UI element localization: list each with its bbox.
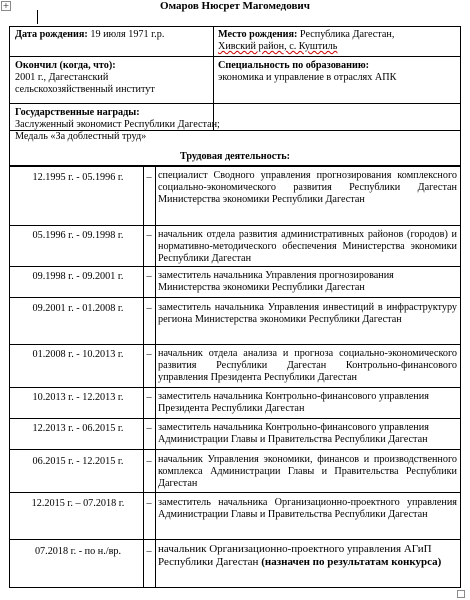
birth-place-label: Место рождения: [218,29,298,40]
career-period: 12.2015 г. – 07.2018 г. [31,498,125,509]
career-period: 07.2018 г. - по н./вр. [34,546,122,557]
career-row-line [9,297,461,298]
career-row-line [9,492,461,493]
career-period: 05.1996 г. - 09.1998 г. [32,230,124,241]
birth-place-value-1: Республика Дагестан, [299,29,395,40]
awards-item-2: Медаль «За доблестный труд» [15,130,147,142]
specialty-value: экономика и управление в отраслях АПК [218,71,397,83]
specialty [215,60,455,84]
career-row-line [9,449,461,450]
birth-date-value: 19 июля 1971 г.р. [90,29,165,40]
career-dash: – [146,271,152,282]
table-move-handle-icon[interactable]: + [2,1,10,10]
career-description: начальник Управления экономики, финансов и производственного комплекса Администрации Главы и Правительства Республики Дагестан [158,454,457,489]
career-period: 09.2001 г. - 01.2008 г. [32,303,124,314]
career-row-line [9,418,461,419]
graduated-value: 2001 г., Дагестанский сельскохозяйственный институт [15,71,155,95]
career-description: заместитель начальника Управления инвестиций в инфраструктуру региона Министерства экономики Республики Дагестан [158,302,457,325]
career-period: 09.1998 г. - 09.2001 г. [32,271,124,282]
career-period: 12.2013 г. - 06.2015 г. [32,423,124,434]
career-period: 01.2008 г. - 10.2013 г. [32,349,124,360]
career-period: 12.1995 г. - 05.1996 г. [32,172,124,183]
current-position-note: (назначен по результатам конкурса) [261,555,442,568]
specialty-label: Специальность по образованию: [218,60,370,71]
table-resize-handle[interactable] [457,590,465,598]
graduated-label: Окончил (когда, что): [15,60,116,71]
career-col-divider-1 [143,166,144,588]
career-row-line [9,387,461,388]
career-description: специалист Сводного управления прогнозирования комплексного социально-экономического развития Республики Дагестан Министерства экономики Республики Дагестан [158,170,457,205]
career-description: начальник отдела развития административных районов (городов) и нормативно-методического обеспечения Министерства экономики Республики Дагестан [158,229,457,264]
career-dash: – [146,392,152,403]
career-col-divider-2 [155,166,156,588]
info-row-divider-2 [9,103,461,104]
career-description: заместитель начальника Контрольно-финансового управления Администрации Главы и Правительства Республики Дагестан [158,422,429,445]
career-row-line [9,344,461,345]
career-description: начальник отдела анализа и прогноза социально-экономического развития Республики Дагестан Контрольно-финансового управления Президента Республики Дагестан [158,348,457,383]
career-dash: – [146,456,152,467]
career-dash: – [146,172,152,183]
birth-date-label: Дата рождения: [15,29,88,40]
awards-item-1: Заслуженный экономист Республики Дагестан; [15,118,220,130]
current-position-text: начальник Организационно-проектного управления АГиП Республики Дагестан [158,543,432,568]
career-period: 06.2015 г. - 12.2015 г. [32,456,124,467]
graduated [12,60,192,95]
career-row-line [9,539,461,540]
career-dash: – [146,423,152,434]
career-description: заместитель начальника Организационно-проектного управления Администрации Главы и Правительства Республики Дагестан [158,497,457,520]
career-description [158,543,457,568]
career-description: заместитель начальника Управления прогнозирования Министерства экономики Республики Дагестан [158,270,394,293]
career-row-line [9,266,461,267]
info-row-divider-1 [9,56,461,57]
birth-date [12,29,212,41]
career-dash: – [146,230,152,241]
career-heading: Трудовая деятельность: [179,151,291,162]
awards-label: Государственные награды: [15,107,140,118]
career-dash: – [146,498,152,509]
career-description: заместитель начальника Контрольно-финансового управления Президента Республики Дагестан [158,391,429,414]
birth-place-value-2: Хивский район, с. Куштиль [218,40,338,52]
career-dash: – [146,546,152,557]
career-dash: – [146,303,152,314]
person-name: Омаров Нюсрет Магомедович [160,0,310,12]
career-row-line [9,225,461,226]
career-period: 10.2013 г. - 12.2013 г. [32,392,124,403]
birth-place [215,29,455,53]
career-dash: – [146,349,152,360]
awards [12,107,452,142]
